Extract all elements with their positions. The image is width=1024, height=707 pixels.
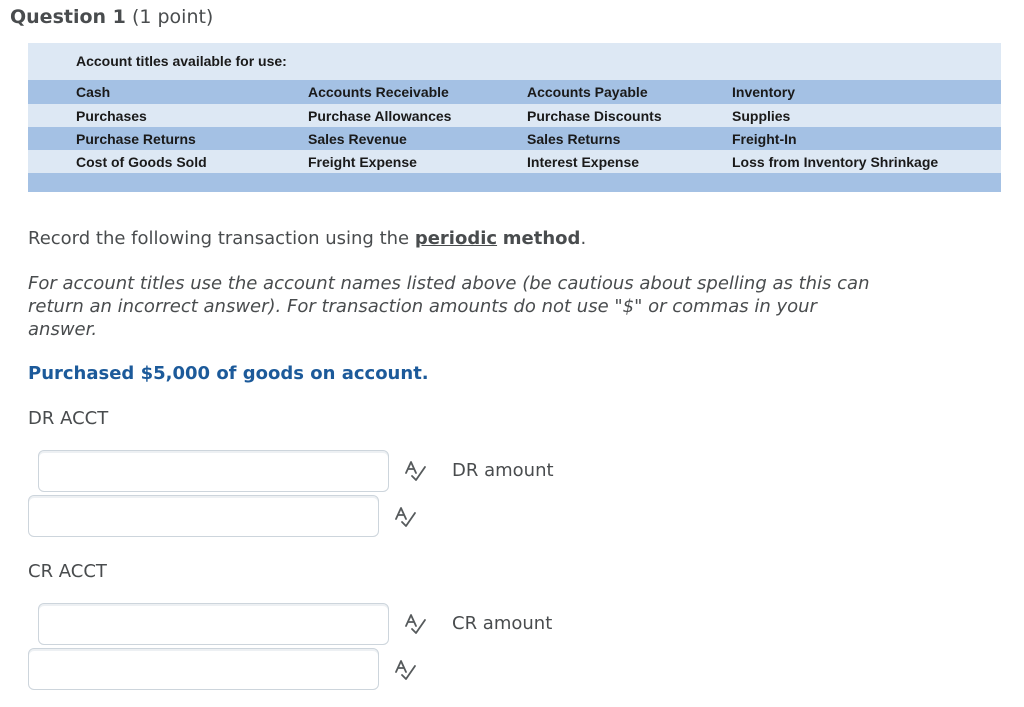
account-row bbox=[28, 104, 1001, 128]
question-header bbox=[10, 6, 213, 28]
account-title: Freight Expense bbox=[308, 154, 417, 170]
question-title: Question 1 bbox=[10, 6, 126, 28]
dr-amount-input[interactable] bbox=[28, 495, 379, 537]
dr-amount-label: DR amount bbox=[452, 460, 554, 481]
account-title: Cash bbox=[76, 84, 111, 100]
instruction-period: . bbox=[580, 228, 587, 249]
account-title: Interest Expense bbox=[527, 154, 640, 170]
spellcheck-icon bbox=[403, 459, 427, 483]
method-keyword: method bbox=[502, 228, 581, 249]
cr-amount-label: CR amount bbox=[452, 613, 553, 634]
account-title: Accounts Receivable bbox=[308, 84, 449, 100]
cr-amount-input[interactable] bbox=[28, 648, 379, 690]
account-title: Loss from Inventory Shrinkage bbox=[732, 154, 939, 170]
account-title: Purchase Discounts bbox=[527, 108, 662, 124]
account-row bbox=[28, 150, 1001, 174]
account-table-heading: Account titles available for use: bbox=[76, 53, 287, 69]
account-title: Freight-In bbox=[732, 131, 797, 147]
periodic-keyword: periodic bbox=[414, 228, 498, 249]
question-points: (1 point) bbox=[131, 6, 214, 28]
account-row bbox=[28, 80, 1001, 104]
spellcheck-icon bbox=[403, 612, 427, 636]
transaction-description: Purchased $5,000 of goods on account. bbox=[28, 363, 429, 384]
instruction-prefix: Record the following transaction using the bbox=[28, 228, 415, 249]
account-title: Purchase Allowances bbox=[308, 108, 452, 124]
table-footer-band bbox=[28, 173, 1001, 192]
cr-acct-label: CR ACCT bbox=[28, 561, 107, 582]
account-row bbox=[28, 127, 1001, 151]
spellcheck-icon bbox=[393, 505, 417, 529]
account-title: Purchase Returns bbox=[76, 131, 196, 147]
answer-format-note: For account titles use the account names listed above (be cautious about spelling as this can return an incorrect answer). For transaction amounts do not use "$" or commas in your answer. bbox=[28, 273, 870, 340]
account-title: Sales Revenue bbox=[308, 131, 407, 147]
account-title: Inventory bbox=[732, 84, 796, 100]
account-title: Accounts Payable bbox=[527, 84, 648, 100]
cr-account-input[interactable] bbox=[38, 603, 389, 645]
dr-account-input[interactable] bbox=[38, 450, 389, 492]
account-title: Sales Returns bbox=[527, 131, 621, 147]
account-title: Supplies bbox=[732, 108, 791, 124]
dr-acct-label: DR ACCT bbox=[28, 408, 109, 429]
account-title: Purchases bbox=[76, 108, 147, 124]
account-title: Cost of Goods Sold bbox=[76, 154, 207, 170]
instruction-text bbox=[28, 228, 586, 249]
spellcheck-icon bbox=[393, 658, 417, 682]
account-titles-table bbox=[28, 43, 1001, 192]
